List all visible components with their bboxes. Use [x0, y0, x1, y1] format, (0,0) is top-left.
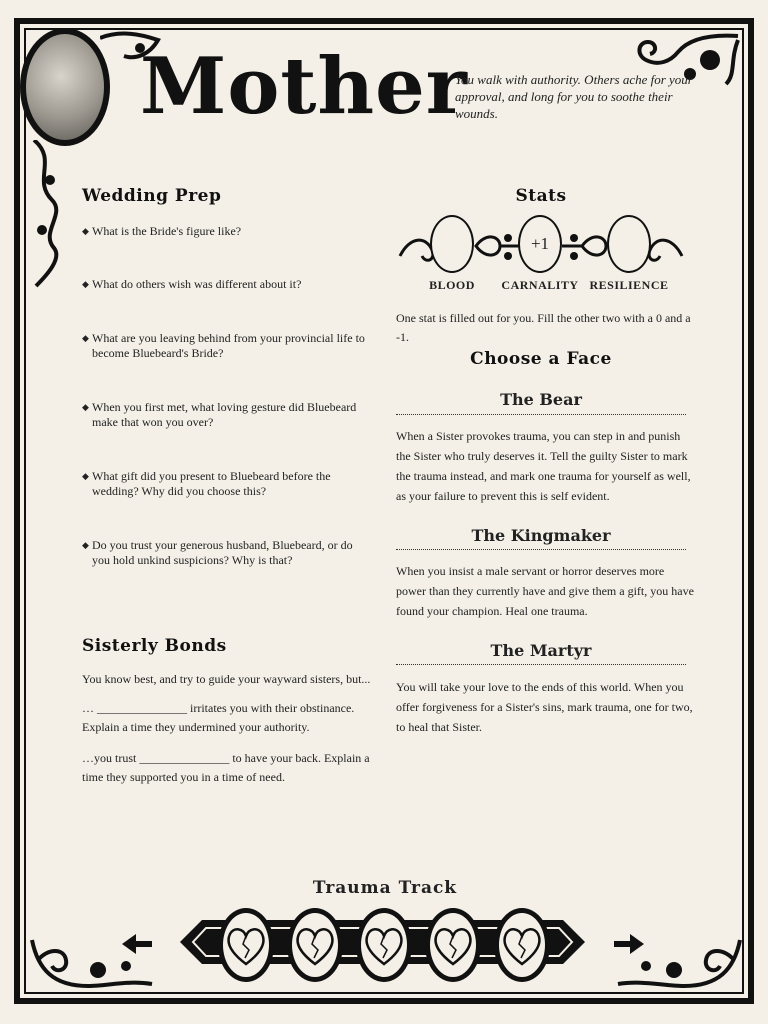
arrow-left-ornament-icon — [122, 932, 152, 956]
wedding-question: ◆ When you first met, what loving gesture did Bluebeard make that won you over? — [82, 400, 357, 429]
stat-resilience-label: RESILIENCE — [589, 278, 669, 292]
diamond-bullet-icon: ◆ — [82, 402, 89, 412]
stat-resilience-value[interactable] — [607, 215, 651, 273]
dotted-divider — [396, 664, 686, 665]
face-bear-title: The Bear — [500, 390, 582, 409]
wedding-prep-heading: Wedding Prep — [82, 186, 222, 206]
diamond-bullet-icon: ◆ — [82, 279, 89, 289]
diamond-bullet-icon: ◆ — [82, 226, 89, 236]
stats-heading: Stats — [515, 186, 567, 206]
face-kingmaker-desc: When you insist a male servant or horror deserves more power than they currently have and give them a gift, you have found your champion. Heal one trauma. — [396, 564, 694, 618]
trauma-heart-slot[interactable] — [285, 906, 345, 984]
face-kingmaker-title: The Kingmaker — [471, 526, 611, 545]
stat-carnality-label: CARNALITY — [501, 278, 579, 292]
stat-blood-value[interactable] — [430, 215, 474, 273]
trauma-track-heading: Trauma Track — [312, 878, 458, 898]
dotted-divider — [396, 414, 686, 415]
trauma-heart-slot[interactable] — [216, 906, 276, 984]
wedding-question: ◆ What do others wish was different about it? — [82, 277, 302, 291]
trauma-heart-slot[interactable] — [354, 906, 414, 984]
wedding-question: ◆ What are you leaving behind from your provincial life to become Bluebeard's Bride? — [82, 331, 365, 360]
sisterly-bonds-heading: Sisterly Bonds — [82, 636, 227, 656]
mother-portrait — [26, 34, 104, 140]
wedding-question: ◆ Do you trust your generous husband, Bluebeard, or do you hold unkind suspicions? Why is that? — [82, 538, 353, 567]
sisterly-bonds-intro: You know best, and try to guide your wayward sisters, but... — [82, 672, 371, 686]
choose-face-heading: Choose a Face — [470, 349, 612, 369]
page-title: Mother — [140, 41, 468, 132]
diamond-bullet-icon: ◆ — [82, 333, 89, 343]
face-martyr-desc: You will take your love to the ends of this world. When you offer forgiveness for a Sister's sins, mark trauma, one for two, to heal that Sister. — [396, 680, 693, 734]
sisterly-bond-irritates: … _______________ irritates you with their obstinance. Explain a time they undermined your authority. — [82, 701, 355, 734]
flourish-left-side-icon — [28, 140, 68, 290]
trauma-heart-slot[interactable] — [492, 906, 552, 984]
wedding-question: ◆ What is the Bride's figure like? — [82, 224, 242, 238]
arrow-right-ornament-icon — [614, 932, 644, 956]
stats-note: One stat is filled out for you. Fill the other two with a 0 and a -1. — [396, 311, 691, 344]
diamond-bullet-icon: ◆ — [82, 471, 89, 481]
stat-carnality-value[interactable]: +1 — [518, 215, 562, 273]
title-tagline: You walk with authority. Others ache for your approval, and long for you to soothe their wounds. — [455, 72, 693, 121]
dotted-divider — [396, 549, 686, 550]
face-bear-desc: When a Sister provokes trauma, you can step in and punish the Sister who truly deserves it. Tell the guilty Sister to mark the trauma instead, and mark one trauma for yourself as well, as your failure to prevent this is self evident. — [396, 429, 691, 503]
diamond-bullet-icon: ◆ — [82, 540, 89, 550]
wedding-question: ◆ What gift did you present to Bluebeard before the wedding? Why did you choose this? — [82, 469, 331, 498]
face-martyr-title: The Martyr — [490, 641, 592, 660]
inner-border — [24, 28, 744, 994]
trauma-heart-slot[interactable] — [423, 906, 483, 984]
stat-blood-label: BLOOD — [429, 278, 475, 292]
sisterly-bond-trust: …you trust _______________ to have your back. Explain a time they supported you in a time of need. — [82, 751, 370, 784]
